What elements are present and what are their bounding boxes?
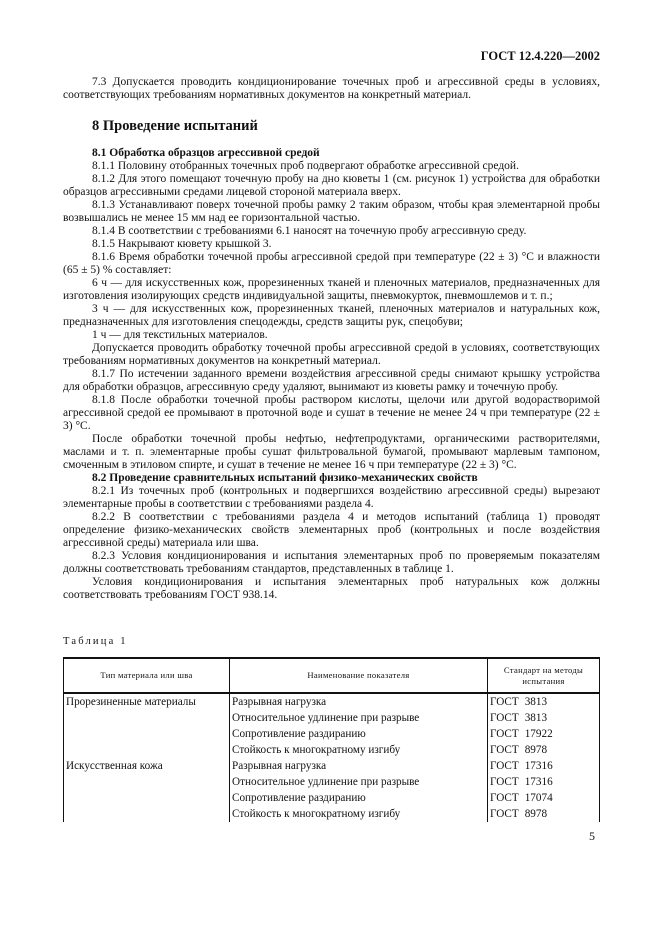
standard-prefix: ГОСТ [490,744,519,756]
cell-indicator: Сопротивление раздиранию [230,790,488,806]
cell-material-type: Прорезиненные материалы [64,693,230,710]
paragraph: 8.1.1 Половину отобранных точечных проб подвергают обработке агрессивной средой. [92,159,519,172]
cell-indicator: Стойкость к многократному изгибу [230,806,488,822]
cell-indicator: Относительное удлинение при разрыве [230,710,488,726]
paragraph: 1 ч — для текстильных материалов. [92,328,268,341]
subsection-8-1-heading: 8.1 Обработка образцов агрессивной средой [92,146,320,159]
cell-indicator: Разрывная нагрузка [230,693,488,710]
cell-material-type [64,742,230,758]
paragraph: 8.1.6 Время обработки точечной пробы агрессивной средой при температуре (22 ± 3) °С и влажности (65 ± 5) % составляет: [63,250,600,276]
column-header-material-type: Тип материала или шва [64,658,230,693]
cell-test-standard [488,774,600,790]
table-row [64,790,600,806]
cell-indicator: Относительное удлинение при разрыве [230,774,488,790]
cell-test-standard [488,742,600,758]
standard-number: 17074 [524,792,553,804]
subsection-8-2-heading: 8.2 Проведение сравнительных испытаний физико-механических свойств [92,471,478,484]
table-row [64,806,600,822]
standard-number: 3813 [524,712,548,724]
paragraph: 3 ч — для искусственных кож, прорезиненных тканей, пленочных материалов и натуральных кож, предназначенных для изготовления спецодежды, средств защиты рук, спецобуви; [63,302,600,328]
standard-prefix: ГОСТ [490,712,519,724]
table-1 [63,657,600,822]
standard-prefix: ГОСТ [490,760,519,772]
table-row [64,742,600,758]
cell-material-type [64,790,230,806]
cell-test-standard [488,806,600,822]
paragraph: 8.1.7 По истечении заданного времени воздействия агрессивной среды снимают крышку устройства для обработки образцов, агрессивную среду удаляют, вынимают из кюветы рамку и точечную пробу. [63,367,600,393]
cell-material-type: Искусственная кожа [64,758,230,774]
table-row [64,726,600,742]
paragraph: 8.1.4 В соответствии с требованиями 6.1 наносят на точечную пробу агрессивную среду. [92,224,527,237]
paragraph: 8.1.2 Для этого помещают точечную пробу на дно кюветы 1 (см. рисунок 1) устройства для обработки образцов агрессивными средами лицевой стороной материала вверх. [63,172,600,198]
standard-number: 8978 [524,808,548,820]
standard-number: 3813 [524,696,548,708]
table-header-row [64,658,600,693]
paragraph: 6 ч — для искусственных кож, прорезиненных тканей и пленочных материалов, предназначенных для изготовления изолирующих средств индивидуальной защиты, пневмокурток, пневмошлемов и т. п.; [63,276,600,302]
column-header-test-standard: Стандарт на методы испытания [488,658,600,693]
table-row [64,693,600,710]
cell-test-standard [488,726,600,742]
cell-indicator: Стойкость к многократному изгибу [230,742,488,758]
section-8-heading: 8 Проведение испытаний [92,118,258,134]
cell-material-type [64,726,230,742]
column-header-indicator: Наименование показателя [230,658,488,693]
page-number: 5 [589,829,595,843]
standard-prefix: ГОСТ [490,808,519,820]
document-code-header: ГОСТ 12.4.220—2002 [480,49,600,63]
standard-number: 17316 [524,776,553,788]
table-row [64,758,600,774]
cell-test-standard [488,790,600,806]
paragraph: 8.2.3 Условия кондиционирования и испытания элементарных проб по проверяемым показателям должны соответствовать требованиям стандартов, представленных в таблице 1. [63,549,600,575]
paragraph: 8.2.2 В соответствии с требованиями раздела 4 и методов испытаний (таблица 1) проводят определение физико-механических свойств элементарных проб (контрольных и после воздействия агрессивной среды) материала или шва. [63,510,600,549]
standard-prefix: ГОСТ [490,728,519,740]
standard-prefix: ГОСТ [490,776,519,788]
standard-prefix: ГОСТ [490,696,519,708]
standard-number: 17922 [524,728,553,740]
cell-test-standard [488,710,600,726]
paragraph: 8.2.1 Из точечных проб (контрольных и подвергшихся воздействию агрессивной среды) вырезают элементарные пробы в соответствии с требованиями раздела 4. [63,484,600,510]
cell-material-type [64,774,230,790]
section-7-3 [63,76,600,102]
cell-material-type [64,710,230,726]
table-row [64,710,600,726]
section-8-body [63,147,600,602]
cell-test-standard [488,758,600,774]
table-row [64,774,600,790]
paragraph-7-3: 7.3 Допускается проводить кондиционирование точечных проб и агрессивной среды в условиях, соответствующих требованиям нормативных документов на конкретный материал. [63,76,600,101]
cell-test-standard [488,693,600,710]
paragraph: После обработки точечной пробы нефтью, нефтепродуктами, органическими растворителями, маслами и т. п. элементарные пробы сушат фильтровальной бумагой, промывают марлевым тампоном, смоченным в этиловом спирте, и сушат в течение не менее 16 ч при температуре (22 ± 3) °С. [63,432,600,471]
paragraph: 8.1.5 Накрывают кювету крышкой 3. [92,237,272,250]
cell-indicator: Разрывная нагрузка [230,758,488,774]
standard-number: 8978 [524,744,548,756]
paragraph: 8.1.8 После обработки точечной пробы раствором кислоты, щелочи или другой водорастворимой агрессивной средой ее промывают в проточной воде и сушат в течение не менее 24 ч при температуре (22 ± 3) °С. [63,393,600,432]
standard-number: 17316 [524,760,553,772]
paragraph: Допускается проводить обработку точечной пробы агрессивной средой в условиях, соответствующих требованиям нормативных документов на конкретный материал. [63,341,600,367]
standard-prefix: ГОСТ [490,792,519,804]
table-label: Таблица 1 [63,636,128,647]
cell-material-type [64,806,230,822]
paragraph: Условия кондиционирования и испытания элементарных проб натуральных кож должны соответствовать требованиям ГОСТ 938.14. [63,575,600,601]
cell-indicator: Сопротивление раздиранию [230,726,488,742]
paragraph: 8.1.3 Устанавливают поверх точечной пробы рамку 2 таким образом, чтобы края элементарной пробы возвышались не менее 15 мм над ее горизонтальной частью. [63,198,600,224]
